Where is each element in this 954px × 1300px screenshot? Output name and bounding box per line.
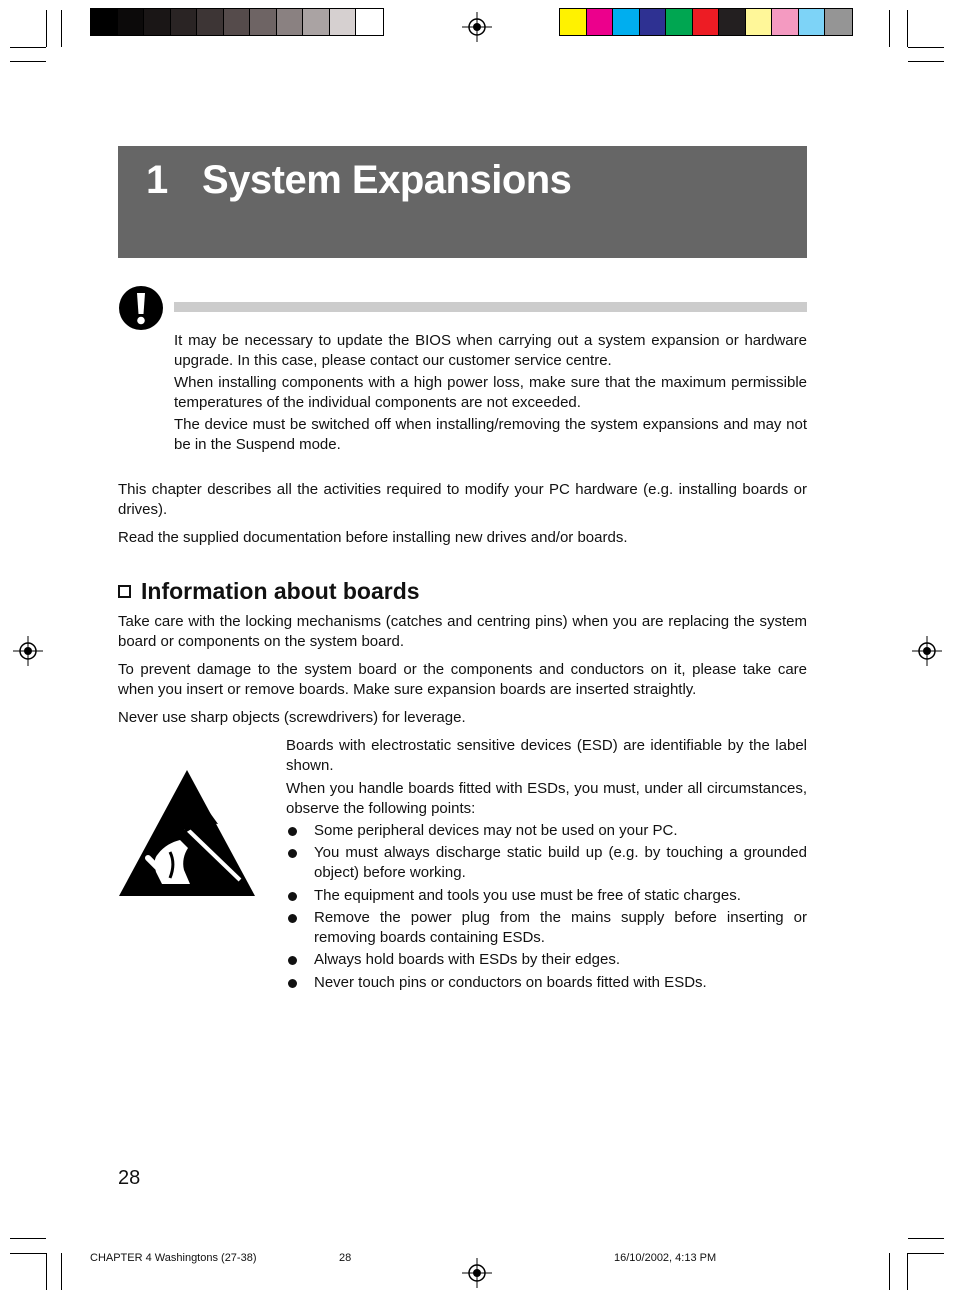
color-swatch [772, 9, 799, 35]
bullet-dot-icon [288, 914, 297, 923]
gray-swatch [171, 9, 198, 35]
gray-swatch [144, 9, 171, 35]
bullet-dot-icon [288, 849, 297, 858]
list-item-text: Never touch pins or conductors on boards fitted with ESDs. [314, 974, 707, 991]
section-paragraph-1: Take care with the locking mechanisms (catches and centring pins) when you are replacing the system board or components on the system board. [118, 613, 807, 650]
intro-paragraph-2: Read the supplied documentation before installing new drives and/or boards. [118, 529, 628, 546]
section-paragraph-3: Never use sharp objects (screwdrivers) for leverage. [118, 709, 466, 726]
notice-rule [174, 302, 807, 312]
bullet-dot-icon [288, 827, 297, 836]
color-swatch [640, 9, 667, 35]
registration-mark-right-icon [912, 636, 942, 666]
notice-text-3: The device must be switched off when installing/removing the system expansions and may not be in the Suspend mode. [174, 416, 807, 453]
color-calibration-bar [559, 8, 853, 36]
list-item-text: Remove the power plug from the mains supply before inserting or removing boards containing ESDs. [314, 909, 807, 946]
color-swatch [746, 9, 773, 35]
bullet-dot-icon [288, 892, 297, 901]
gray-swatch [277, 9, 304, 35]
color-swatch [613, 9, 640, 35]
gray-swatch [356, 9, 383, 35]
registration-mark-top-icon [462, 12, 492, 42]
list-item-text: You must always discharge static build up (e.g. by touching a grounded object) before working. [314, 844, 807, 881]
gray-swatch [197, 9, 224, 35]
gray-swatch [118, 9, 145, 35]
color-swatch [799, 9, 826, 35]
notice-text-2: When installing components with a high power loss, make sure that the maximum permissible temperatures of the individual components are not exceeded. [174, 374, 807, 411]
color-swatch [666, 9, 693, 35]
registration-mark-left-icon [13, 636, 43, 666]
chapter-title: System Expansions [202, 158, 572, 202]
footer-file: CHAPTER 4 Washingtons (27-38) [90, 1252, 257, 1264]
gray-calibration-bar [90, 8, 384, 36]
chapter-number: 1 [146, 158, 169, 202]
list-item-text: The equipment and tools you use must be free of static charges. [314, 887, 741, 904]
esd-paragraph-2: When you handle boards fitted with ESDs, you must, under all circumstances, observe the following points: [286, 780, 807, 817]
square-bullet-icon [118, 585, 131, 598]
gray-swatch [303, 9, 330, 35]
section-heading [118, 578, 420, 605]
bullet-dot-icon [288, 979, 297, 988]
color-swatch [719, 9, 746, 35]
bullet-dot-icon [288, 956, 297, 965]
color-swatch [587, 9, 614, 35]
footer-page: 28 [339, 1252, 352, 1264]
gray-swatch [330, 9, 357, 35]
color-swatch [693, 9, 720, 35]
color-swatch [825, 9, 852, 35]
esd-paragraph-1: Boards with electrostatic sensitive devices (ESD) are identifiable by the label shown. [286, 737, 807, 774]
section-paragraph-2: To prevent damage to the system board or the components and conductors on it, please take care when you insert or remove boards. Make sure expansion boards are inserted straightly. [118, 661, 807, 698]
color-swatch [560, 9, 587, 35]
notice-text-1: It may be necessary to update the BIOS when carrying out a system expansion or hardware upgrade. In this case, please contact our customer service centre. [174, 332, 807, 369]
gray-swatch [250, 9, 277, 35]
gray-swatch [91, 9, 118, 35]
list-item-text: Always hold boards with ESDs by their edges. [314, 951, 620, 968]
exclamation-icon [118, 285, 164, 331]
list-item-text: Some peripheral devices may not be used on your PC. [314, 822, 678, 839]
intro-paragraph-1: This chapter describes all the activities required to modify your PC hardware (e.g. installing boards or drives). [118, 481, 807, 518]
gray-swatch [224, 9, 251, 35]
registration-mark-bottom-icon [462, 1258, 492, 1288]
esd-warning-icon [118, 768, 256, 898]
section-heading-text: Information about boards [141, 578, 420, 604]
chapter-title-band [118, 146, 807, 258]
page-number: 28 [118, 1167, 141, 1189]
footer-date: 16/10/2002, 4:13 PM [614, 1252, 717, 1264]
